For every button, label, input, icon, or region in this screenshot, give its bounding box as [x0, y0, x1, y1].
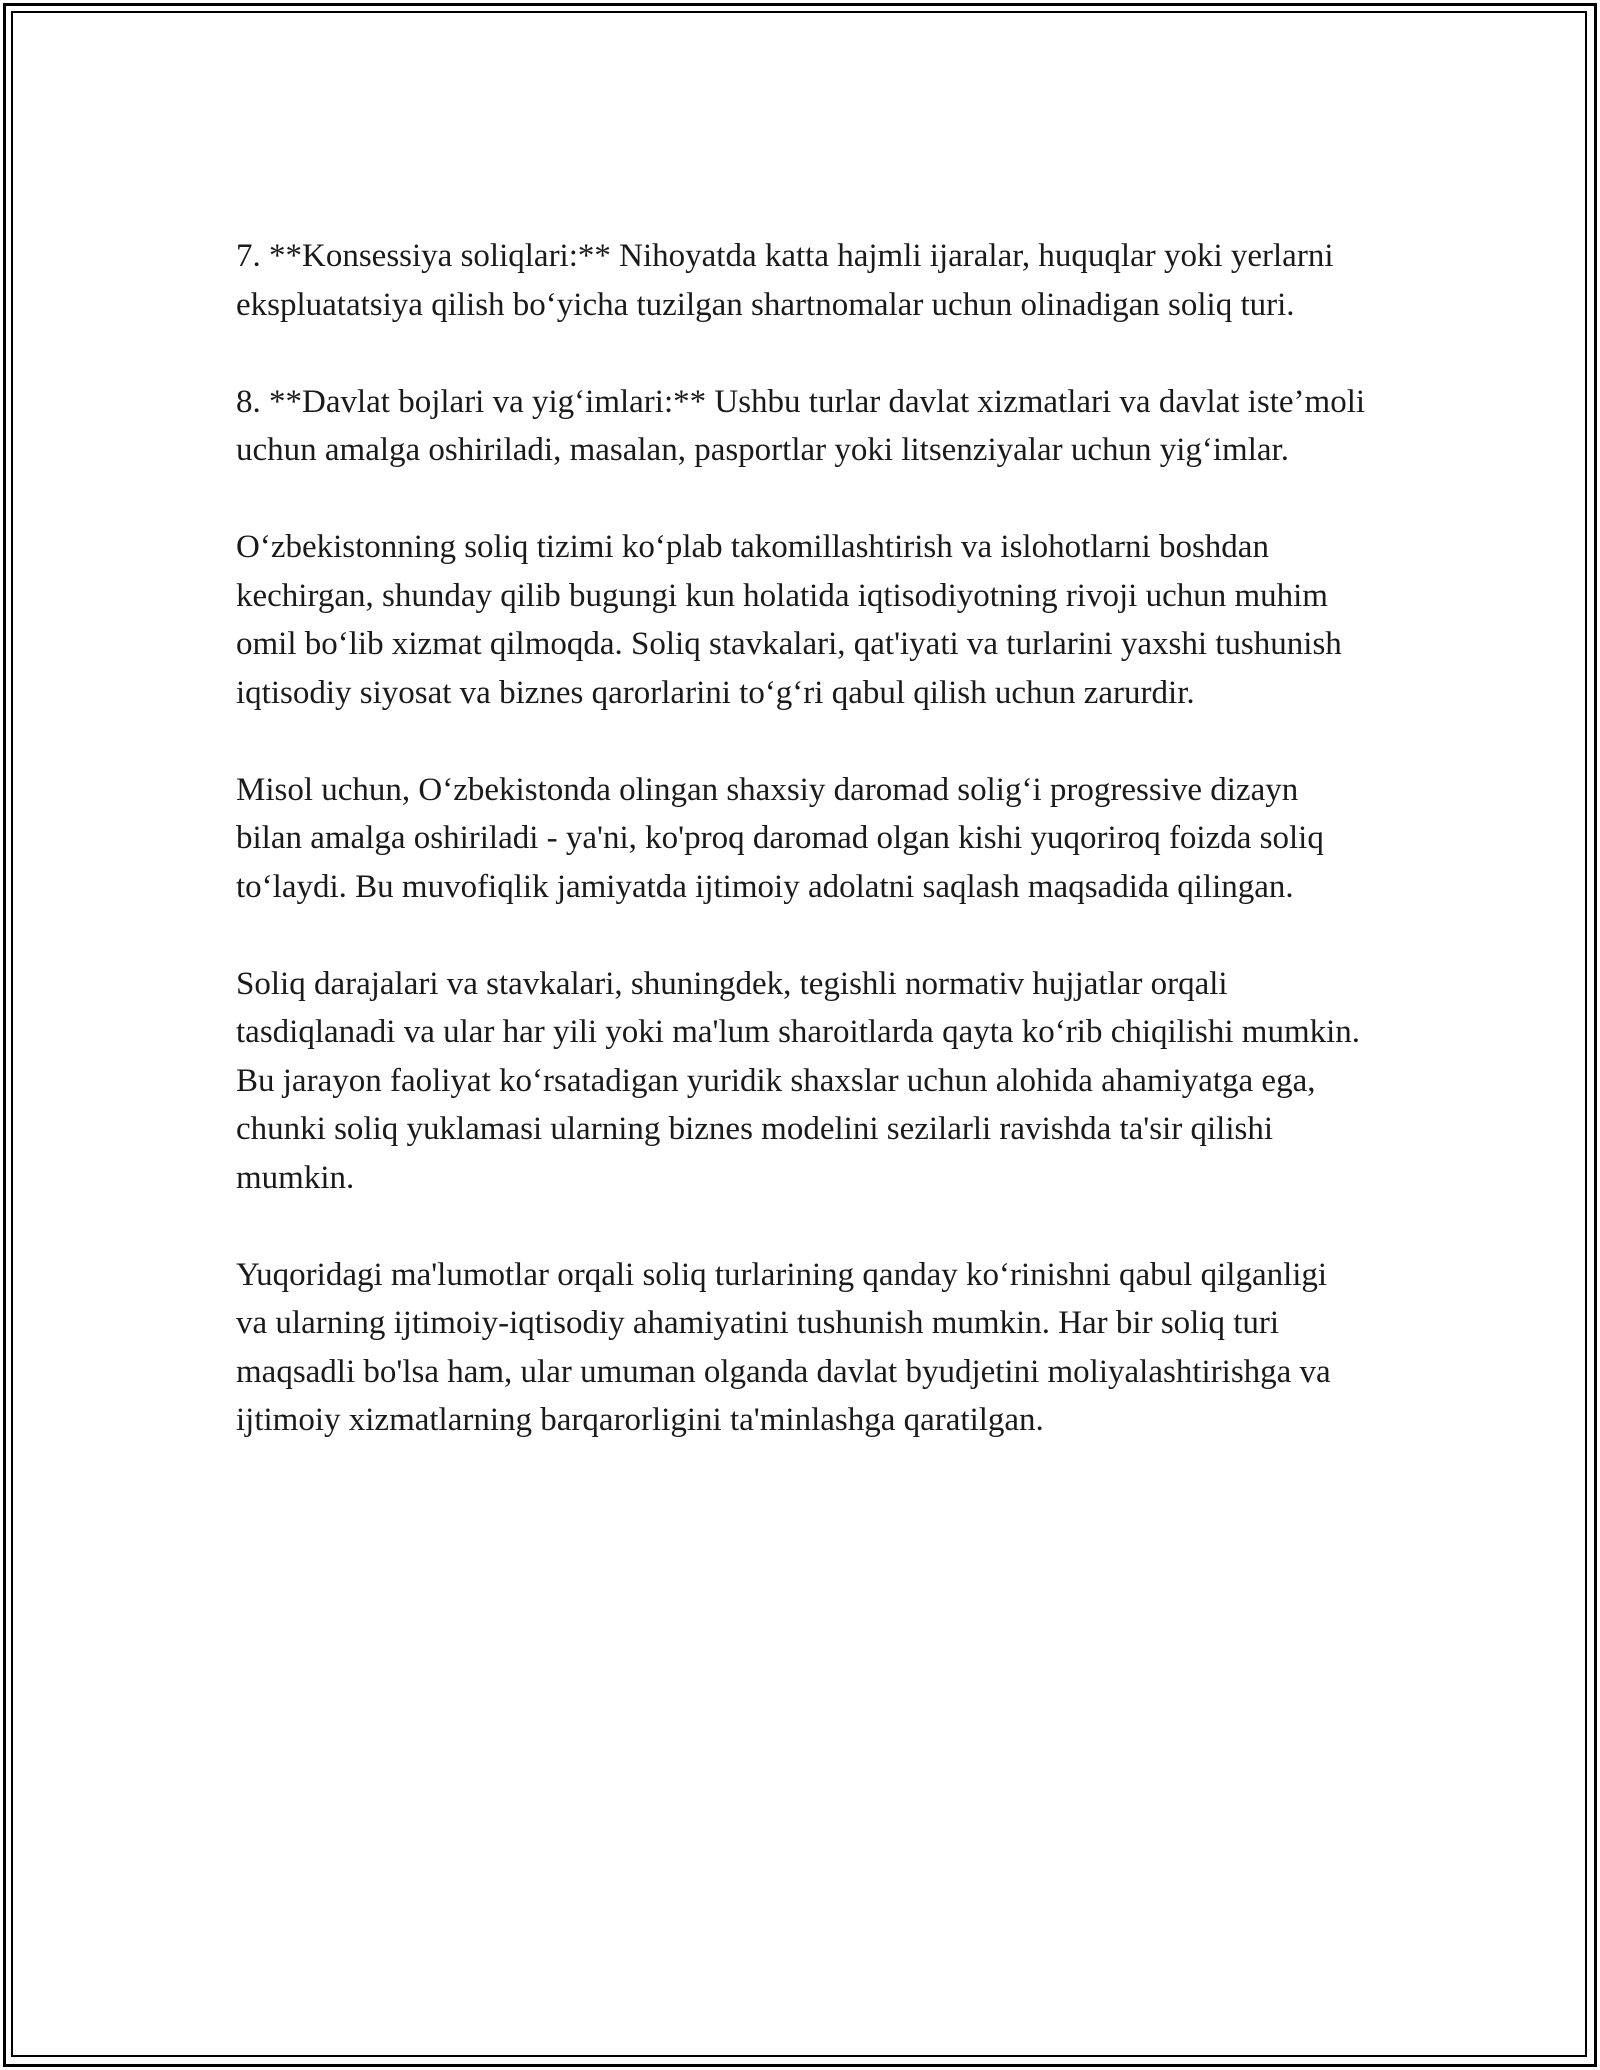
paragraph-concession-taxes: 7. **Konsessiya soliqlari:** Nihoyatda katta hajmli ijaralar, huquqlar yoki yerlarni ekspluatatsiya qilish bo‘yicha tuzilgan shartnomalar uchun olinadigan soliq turi.	[236, 238, 1334, 323]
paragraph-state-duties: 8. **Davlat bojlari va yig‘imlari:** Ushbu turlar davlat xizmatlari va davlat iste’moli uchun amalga oshiriladi, masalan, pasportlar yoki litsenziyalar uchun yig‘imlar.	[236, 383, 1366, 468]
paragraph-tax-rates-regulation: Soliq darajalari va stavkalari, shuningdek, tegishli normativ hujjatlar orqali tasdiqlanadi va ular har yili yoki ma'lum sharoitlarda qayta ko‘rib chiqilishi mumkin. Bu jarayon faoliyat ko‘rsatadigan yuridik shaxslar uchun alohida ahamiyatga ega, chunki soliq yuklamasi ularning biznes modelini sezilarli ravishda ta'sir qilishi mumkin.	[236, 965, 1361, 1196]
paragraph-personal-income-tax: Misol uchun, O‘zbekistonda olingan shaxsiy daromad solig‘i progressive dizayn bilan amalga oshiriladi - ya'ni, ko'proq daromad olgan kishi yuqoriroq foizda soliq to‘laydi. Bu muvofiqlik jamiyatda ijtimoiy adolatni saqlash maqsadida qilingan.	[236, 771, 1324, 905]
paragraph-tax-system-reforms: O‘zbekistonning soliq tizimi ko‘plab takomillashtirish va islohotlarni boshdan kechirgan, shunday qilib bugungi kun holatida iqtisodiyotning rivoji uchun muhim omil bo‘lib xizmat qilmoqda. Soliq stavkalari, qat'iyati va turlarini yaxshi tushunish iqtisodiy siyosat va biznes qarorlarini to‘g‘ri qabul qilish uchun zarurdir.	[236, 529, 1342, 711]
paragraph-conclusion: Yuqoridagi ma'lumotlar orqali soliq turlarining qanday ko‘rinishni qabul qilganligi va ularning ijtimoiy-iqtisodiy ahamiyatini tushunish mumkin. Har bir soliq turi maqsadli bo'lsa ham, ular umuman olganda davlat byudjetini moliyalashtirishga va ijtimoiy xizmatlarning barqarorligini ta'minlashga qaratilgan.	[236, 1256, 1331, 1438]
document-body	[236, 232, 1366, 1493]
